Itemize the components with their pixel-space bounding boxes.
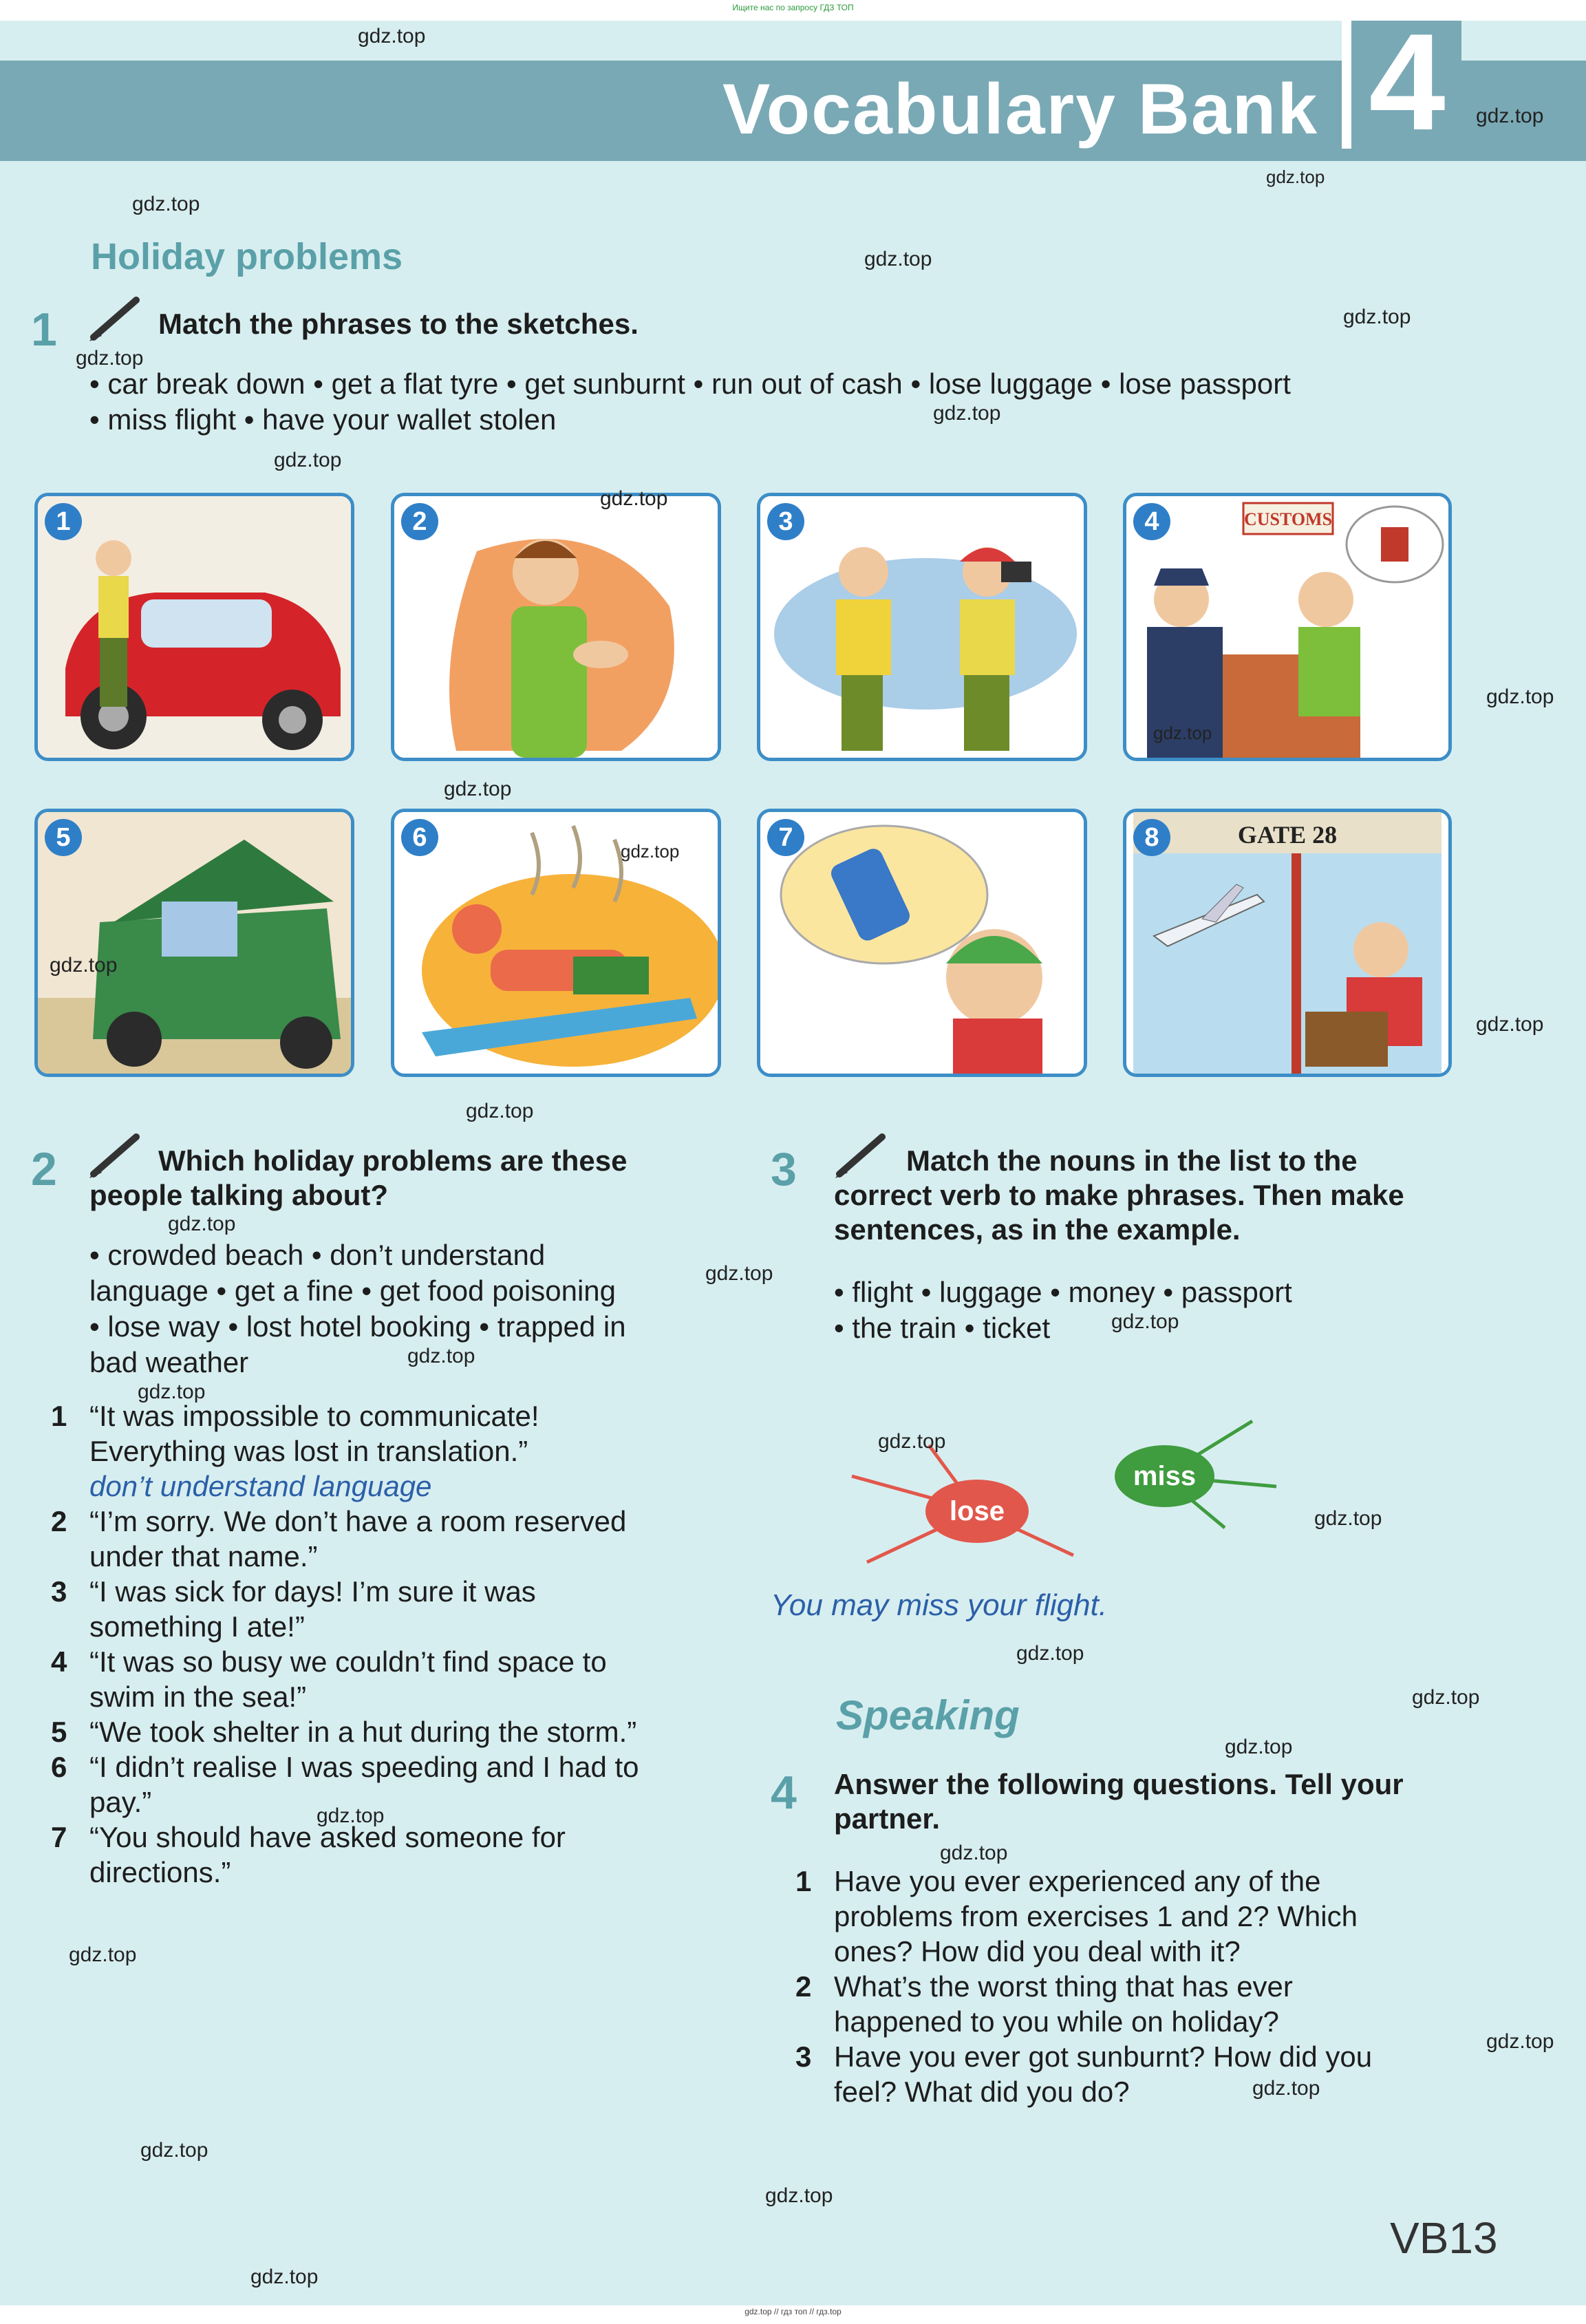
lose-luggage-illustration [760, 812, 1084, 1074]
quote-line: pay.” [89, 1786, 152, 1818]
sketch-panel-4 [1123, 493, 1452, 761]
watermark: gdz.top [864, 248, 932, 270]
quote-line: “It was so busy we couldn’t find space to [89, 1645, 607, 1678]
watermark: gdz.top [1486, 2030, 1554, 2053]
exercise-2-instruction [89, 1144, 695, 1213]
question-line: ones? How did you deal with it? [834, 1935, 1241, 1968]
exercise-1-word-list [89, 366, 1291, 438]
watermark: gdz.top [168, 1213, 236, 1235]
exercise-1-number: 1 [31, 303, 57, 356]
run-out-of-cash-illustration [394, 496, 718, 758]
quote-line: Everything was lost in translation.” [89, 1435, 528, 1467]
watermark: gdz.top [933, 402, 1001, 425]
sketch-panel-2 [391, 493, 721, 761]
gate-sign: GATE 28 [1237, 821, 1338, 849]
word-list-line: language • get a fine • get food poisoning [89, 1275, 617, 1307]
quote-line: directions.” [89, 1856, 231, 1888]
wallet-stolen-illustration [760, 496, 1084, 758]
exercise-2-quotes [51, 1398, 695, 1890]
panel-number: 2 [401, 503, 438, 540]
panel-number: 7 [767, 819, 804, 856]
item-number: 4 [51, 1645, 67, 1678]
quote-item [51, 1714, 695, 1749]
word-list-line: • crowded beach • don’t understand [89, 1239, 546, 1271]
item-number: 5 [51, 1716, 67, 1748]
exercise-4-number: 4 [771, 1767, 797, 1819]
car-break-down-illustration [38, 812, 351, 1074]
watermark: gdz.top [132, 193, 200, 215]
quote-line: “I didn’t realise I was speeding and I had to [89, 1751, 639, 1783]
question-line: What’s the worst thing that has ever [834, 1970, 1293, 2003]
sketch-panel-8 [1123, 809, 1452, 1077]
pencil-icon [88, 295, 143, 346]
quote-item [51, 1574, 695, 1644]
question-line: happened to you while on holiday? [834, 2005, 1279, 2038]
quote-line: “We took shelter in a hut during the storm.” [89, 1716, 637, 1748]
item-number: 3 [51, 1575, 67, 1608]
instruction-line: sentences, as in the example. [834, 1213, 1241, 1246]
watermark: gdz.top [358, 25, 426, 47]
quote-line: something I ate!” [89, 1610, 305, 1643]
exercise-3-example: You may miss your flight. [771, 1588, 1108, 1622]
instruction-line: partner. [834, 1802, 941, 1835]
watermark: gdz.top [1252, 2077, 1320, 2100]
quote-item [51, 1398, 695, 1504]
watermark: gdz.top [940, 1842, 1008, 1864]
quote-line: swim in the sea!” [89, 1681, 307, 1713]
quote-line: under that name.” [89, 1540, 318, 1573]
exercise-3-number: 3 [771, 1143, 797, 1195]
quote-line: “You should have asked someone for [89, 1821, 566, 1853]
item-number: 6 [51, 1751, 67, 1783]
watermark: gdz.top [705, 1262, 773, 1285]
item-number: 7 [51, 1821, 67, 1853]
question-line: Have you ever got sunburnt? How did you [834, 2040, 1373, 2073]
example-answer: don’t understand language [89, 1470, 432, 1502]
question-line: Have you ever experienced any of the [834, 1865, 1321, 1897]
question-item [795, 2039, 1453, 2109]
verb-node-miss: miss [1115, 1445, 1214, 1507]
item-number: 3 [795, 2040, 812, 2073]
quote-item [51, 1504, 695, 1574]
item-number: 2 [795, 1970, 812, 2003]
item-number: 1 [795, 1865, 812, 1897]
quote-item [51, 1644, 695, 1714]
panel-number: 6 [401, 819, 438, 856]
watermark: gdz.top [140, 2139, 208, 2162]
flat-tyre-illustration [38, 496, 351, 758]
panel-number: 8 [1133, 819, 1170, 856]
question-line: problems from exercises 1 and 2? Which [834, 1900, 1358, 1932]
watermark: gdz.top [466, 1100, 534, 1122]
lose-passport-illustration [1126, 496, 1448, 758]
watermark: gdz.top [1225, 1736, 1293, 1758]
bottom-note: gdz.top // гдз топ // гдз.top [744, 2307, 842, 2316]
watermark: gdz.top [1343, 306, 1411, 328]
quote-line: “I’m sorry. We don’t have a room reserved [89, 1505, 627, 1537]
customs-sign: CUSTOMS [1243, 509, 1333, 529]
watermark: gdz.top [1476, 1013, 1544, 1036]
watermark: gdz.top [76, 347, 144, 370]
sketch-panel-7 [757, 809, 1087, 1077]
watermark: gdz.top [878, 1430, 946, 1453]
page-number: VB13 [1390, 2213, 1498, 2263]
watermark: gdz.top [50, 954, 118, 977]
sketch-panel-1 [34, 493, 354, 761]
exercise-4-questions [795, 1864, 1453, 2109]
word-list-line: • miss flight • have your wallet stolen [89, 403, 557, 436]
exercise-2-word-list [89, 1237, 695, 1380]
sketch-panel-3 [757, 493, 1087, 761]
watermark: gdz.top [1486, 685, 1554, 708]
watermark: gdz.top [600, 487, 668, 510]
watermark: gdz.top [317, 1804, 385, 1827]
top-note: Ищите нас по запросу ГДЗ ТОП [732, 3, 854, 12]
miss-flight-illustration [1126, 812, 1448, 1074]
watermark: gdz.top [250, 2266, 319, 2288]
watermark: gdz.top [69, 1943, 137, 1966]
watermark: gdz.top [1266, 167, 1325, 187]
watermark: gdz.top [407, 1345, 475, 1367]
quote-item [51, 1749, 695, 1820]
watermark: gdz.top [1153, 723, 1212, 743]
watermark: gdz.top [444, 778, 512, 800]
watermark: gdz.top [1476, 105, 1544, 127]
page-title: Vocabulary Bank [722, 70, 1319, 149]
panel-number: 5 [45, 819, 82, 856]
section-title: Holiday problems [91, 236, 403, 277]
word-list-line: • car break down • get a flat tyre • get sunburnt • run out of cash • lose luggage • lose passport [89, 367, 1291, 400]
instruction-line: correct verb to make phrases. Then make [834, 1179, 1404, 1211]
instruction-line: Answer the following questions. Tell your [834, 1768, 1404, 1800]
speaking-title: Speaking [836, 1692, 1020, 1738]
instruction-line: Match the nouns in the list to the [906, 1144, 1358, 1177]
word-list-line: • flight • luggage • money • passport [834, 1276, 1292, 1308]
exercise-2-number: 2 [31, 1143, 57, 1195]
question-item [795, 1864, 1453, 1969]
watermark: gdz.top [1314, 1507, 1382, 1530]
exercise-4-instruction [834, 1767, 1453, 1836]
watermark: gdz.top [1111, 1310, 1179, 1333]
word-list-line: • lose way • lost hotel booking • trapped in [89, 1310, 626, 1343]
watermark: gdz.top [765, 2184, 833, 2207]
verb-node-lose: lose [925, 1480, 1029, 1543]
unit-number: 4 [1369, 6, 1446, 159]
exercise-1-instruction: Match the phrases to the sketches. [158, 308, 639, 340]
sketch-panel-5 [34, 809, 354, 1077]
question-line: feel? What did you do? [834, 2076, 1130, 2108]
panel-number: 4 [1133, 503, 1170, 540]
word-list-line: • the train • ticket [834, 1312, 1051, 1344]
exercise-3-instruction [834, 1144, 1453, 1247]
quote-item [51, 1820, 695, 1890]
watermark: gdz.top [138, 1380, 206, 1403]
watermark: gdz.top [1412, 1686, 1480, 1709]
watermark: gdz.top [1016, 1642, 1084, 1665]
item-number: 1 [51, 1400, 67, 1432]
item-number: 2 [51, 1505, 67, 1537]
question-item [795, 1969, 1453, 2039]
watermark: gdz.top [274, 449, 342, 471]
quote-line: “I was sick for days! I’m sure it was [89, 1575, 536, 1608]
watermark: gdz.top [621, 841, 680, 862]
quote-line: “It was impossible to communicate! [89, 1400, 539, 1432]
instruction-text: Which holiday problems are these people talking about? [89, 1144, 628, 1211]
panel-number: 3 [767, 503, 804, 540]
panel-number: 1 [45, 503, 82, 540]
word-list-line: bad weather [89, 1346, 249, 1378]
